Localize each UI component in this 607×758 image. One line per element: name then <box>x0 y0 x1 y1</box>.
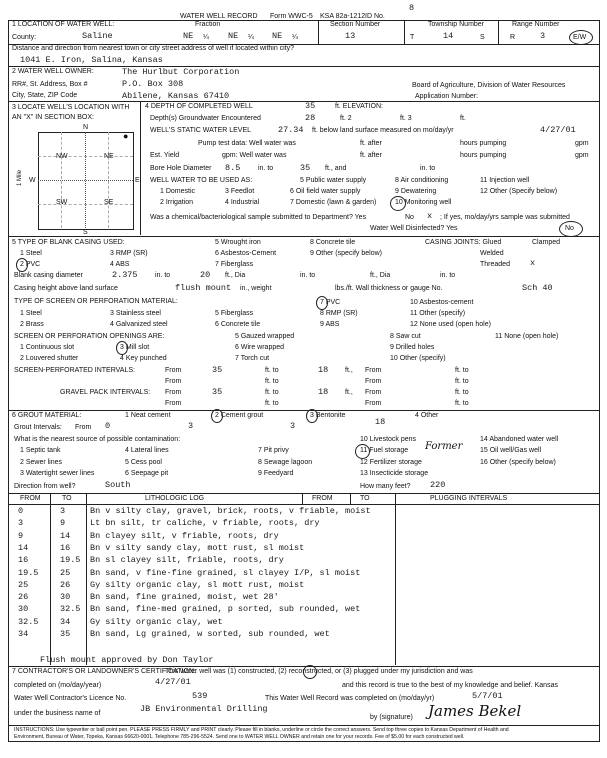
section-value: 13 <box>345 31 356 41</box>
casing-height-label: Casing height above land surface <box>14 285 118 292</box>
use-1: 1 Domestic <box>160 188 196 195</box>
log-col-line <box>350 493 351 505</box>
log-note: Flush mount approved by Don Taylor <box>40 655 214 665</box>
ew-circle <box>569 30 593 45</box>
yield-tail: gpm: Well water was <box>222 152 287 159</box>
source-4: 4 Lateral lines <box>125 447 169 454</box>
instructions-1: INSTRUCTIONS: Use typewriter or ball point pen. PLEASE PRESS FIRMLY and PRINT clearly. Please fill in blanks, underline or circle the correct answers. Send top three copies to Kansas Department of Health and <box>14 727 509 733</box>
opening-11: 11 None (open hole) <box>495 333 559 340</box>
screen-7-circle <box>316 296 328 310</box>
log-col-line <box>302 493 303 505</box>
screen-4: 4 Galvanized steel <box>110 321 168 328</box>
grout-4: 4 Other <box>415 412 439 419</box>
mile-label: 1 Mile <box>17 169 24 187</box>
dia-label: ft., Dia <box>370 272 391 279</box>
form-title: WATER WELL RECORD <box>180 13 258 20</box>
township-value: 14 <box>443 31 454 41</box>
bore-label: Bore Hole Diameter <box>150 165 212 172</box>
from-label: From <box>165 389 182 396</box>
range-value: 3 <box>540 31 546 41</box>
grout-from: 0 <box>105 421 111 431</box>
bore-to-value: 35 <box>300 163 311 173</box>
screen-7: 7 PVC <box>320 299 341 306</box>
grout-2-circle <box>211 409 223 423</box>
grout-to: 3 <box>188 421 194 431</box>
signature: James Bekel <box>428 702 522 720</box>
log-cell-f: 9 <box>18 530 24 541</box>
range-label: Range Number <box>512 21 560 28</box>
section-grid-line <box>108 132 109 228</box>
screen-5: 5 Fiberglass <box>215 310 254 317</box>
source-7: 7 Pit privy <box>258 447 289 454</box>
grout-to-2: 18 <box>375 417 386 427</box>
log-cell-t: 30 <box>60 592 71 603</box>
bore-value: 8.5 <box>225 163 241 173</box>
log-cell-d: Gy silty organic clay, sl mott rust, moist <box>90 579 305 590</box>
compass-w: W <box>29 177 36 184</box>
diameter-label: Blank casing diameter <box>14 272 83 279</box>
source-10: 10 Livestock pens <box>360 436 417 443</box>
spi-label: SCREEN-PERFORATED INTERVALS: <box>14 367 135 374</box>
grout-3: 3 Bentonite <box>310 412 346 419</box>
casing-2: 2 PVC <box>20 261 41 268</box>
clamped-label: Clamped <box>532 239 561 246</box>
in-to-label: in. to <box>420 165 436 172</box>
opening-5: 5 Gauzed wrapped <box>235 333 295 340</box>
gpm-label: gpm <box>575 152 589 159</box>
source-3: 3 Watertight sewer lines <box>20 470 95 477</box>
spi-from: 35 <box>212 365 223 375</box>
ft-label: ft. <box>460 115 466 122</box>
log-cell-d: Gy silty organic clay, wet <box>90 616 223 627</box>
opening-10: 10 Other (specify) <box>390 355 446 362</box>
elevation-label: ft. ELEVATION: <box>335 103 383 110</box>
chem-no: No <box>405 214 414 221</box>
screen-3: 3 Stainless steel <box>110 310 161 317</box>
distance-label: Distance and direction from nearest town or city street address of well if located within city? <box>12 45 295 52</box>
log-cell-t: 35 <box>60 629 71 639</box>
screen-2: 2 Brass <box>20 321 44 328</box>
log-cell-f: 32.5 <box>18 616 39 627</box>
chem-tail: ; If yes, mo/day/yrs sample was submitted <box>440 214 570 221</box>
divider <box>8 410 599 411</box>
log-cell-t: 19.5 <box>60 555 81 566</box>
divider <box>318 20 319 44</box>
log-cell-d: Bn sand, v fine-fine grained, sl clayey I/P, sl moist <box>90 567 361 578</box>
from-label: From <box>365 367 382 374</box>
ft-to-label: ft. to <box>455 389 469 396</box>
log-cell-t: 26 <box>60 579 71 590</box>
grout-1: 1 Neat cement <box>125 412 171 419</box>
screen-9: 9 ABS <box>320 321 340 328</box>
disinfected-no: No <box>565 225 574 232</box>
in-to-label: in. to <box>155 272 171 279</box>
dia-label: ft., Dia <box>225 272 246 279</box>
ft-and-label: ft., and <box>325 165 347 172</box>
license-value: 539 <box>192 691 208 701</box>
weight-label: in., weight <box>240 285 272 292</box>
how-many-value: 220 <box>430 480 446 490</box>
gpm-label: gpm <box>575 140 589 147</box>
owner-box: P.O. Box 308 <box>122 79 184 89</box>
t-label: T <box>410 34 415 41</box>
gravel-from: 35 <box>212 387 223 397</box>
board-label: Board of Agriculture, Division of Water Resources <box>412 82 566 89</box>
divider <box>404 20 405 44</box>
compass-s: S <box>83 229 88 236</box>
application-label: Application Number: <box>415 93 479 100</box>
casing-6: 6 Asbestos-Cement <box>215 250 277 257</box>
use-12: 12 Other (Specify below) <box>480 188 558 195</box>
use-9: 9 Dewatering <box>395 188 437 195</box>
hours-label: hours pumping <box>460 140 507 147</box>
groundwater-label: Depth(s) Groundwater Encountered <box>150 115 261 122</box>
use-11: 11 Injection well <box>480 177 530 184</box>
use-label: WELL WATER TO BE USED AS: <box>150 177 253 184</box>
welded-label: Welded <box>480 250 504 257</box>
from-label: From <box>165 378 182 385</box>
divider <box>140 101 141 235</box>
casing-4: 4 ABS <box>110 261 130 268</box>
spi-to: 18 <box>318 365 329 375</box>
form-number: Form WWC-5 <box>270 13 313 20</box>
screen-10: 10 Asbestos-cement <box>410 299 474 306</box>
section-number-label: Section Number <box>330 21 381 28</box>
chem-x: x <box>427 211 433 221</box>
log-cell-f: 19.5 <box>18 567 39 578</box>
log-cell-t: 32.5 <box>60 604 81 615</box>
s-label: S <box>480 34 485 41</box>
log-cell-t: 14 <box>60 530 71 541</box>
log-header-litho: LITHOLOGIC LOG <box>145 495 205 502</box>
use-7: 7 Domestic (lawn & garden) <box>290 199 377 206</box>
diameter-value: 2.375 <box>112 270 138 280</box>
source-9: 9 Feedyard <box>258 470 294 477</box>
by-label: by (signature) <box>370 714 413 721</box>
grout-2: 2 Cement grout <box>215 412 264 419</box>
log-header-from: FROM <box>20 495 41 502</box>
section-box <box>38 132 134 230</box>
log-cell-f: 25 <box>18 579 29 590</box>
source-5: 5 Cess pool <box>125 459 162 466</box>
city-label: City, State, ZIP Code <box>12 92 78 99</box>
opening-6: 6 Wire wrapped <box>235 344 285 351</box>
divider <box>8 504 599 505</box>
hours-label: hours pumping <box>460 152 507 159</box>
sec5-label: 5 TYPE OF BLANK CASING USED: <box>12 239 125 246</box>
log-cell-f: 3 <box>18 518 24 529</box>
casing-5: 5 Wrought iron <box>215 239 261 246</box>
sec3-label: 3 LOCATE WELL'S LOCATION WITH AN "X" IN SECTION BOX: <box>12 104 130 121</box>
source-12: 12 Fertilizer storage <box>360 459 422 466</box>
rr-label: RR#, St. Address, Box # <box>12 81 88 88</box>
owner-city: Abilene, Kansas 67410 <box>122 91 230 101</box>
disinfected-label: Water Well Disinfected? Yes <box>370 225 458 232</box>
log-header-from2: FROM <box>312 495 333 502</box>
source-6: 6 Seepage pit <box>125 470 169 477</box>
opening-7: 7 Torch cut <box>235 355 270 362</box>
use-5: 5 Public water supply <box>300 177 367 184</box>
dis-no-circle <box>559 221 583 237</box>
source-11-circle <box>355 444 370 459</box>
log-header-to2: TO <box>360 495 370 502</box>
opening-4: 4 Key punched <box>120 355 167 362</box>
log-cell-d: Bn sand, fine-med grained, p sorted, sub rounded, wet <box>90 604 361 615</box>
quarter-sym: ¼ <box>203 34 209 41</box>
source-1: 1 Septic tank <box>20 447 61 454</box>
source-15: 15 Oil well/Gas well <box>480 447 542 454</box>
record-date: 5/7/01 <box>472 691 503 701</box>
static-tail: ft. below land surface measured on mo/day/yr <box>312 127 454 134</box>
from-label: From <box>165 400 182 407</box>
source-14: 14 Abandoned water well <box>480 436 559 443</box>
lbs-label: lbs./ft. Wall thickness or gauge No. <box>335 285 443 292</box>
screen-12: 12 None used (open hole) <box>410 321 491 328</box>
static-level-label: WELL'S STATIC WATER LEVEL <box>150 127 252 134</box>
divider <box>8 725 599 726</box>
log-col-line <box>395 493 396 665</box>
ft-to-label: ft. to <box>265 378 279 385</box>
well-location-mark: ● <box>123 131 129 141</box>
after-label: ft. after <box>360 152 382 159</box>
how-many-label: How many feet? <box>360 483 411 490</box>
gravel-label: GRAVEL PACK INTERVALS: <box>60 389 151 396</box>
casing-3: 3 RMP (SR) <box>110 250 148 257</box>
statute: KSA 82a-1212 <box>320 13 366 20</box>
divider <box>8 493 599 494</box>
screen-1: 1 Steel <box>20 310 42 317</box>
diameter-to: 20 <box>200 270 211 280</box>
sec7-label: 7 CONTRACTOR'S OR LANDOWNER'S CERTIFICATION: <box>12 668 196 675</box>
ft-label: ft., <box>345 367 353 374</box>
source-11: 11 Fuel storage <box>360 447 409 454</box>
screen-6: 6 Concrete tile <box>215 321 261 328</box>
log-cell-t: 16 <box>60 542 71 553</box>
gw3-label: ft. 3 <box>400 115 412 122</box>
completed-value: 4/27/01 <box>155 677 191 687</box>
compass-e: E <box>135 177 140 184</box>
use-10-circle <box>390 196 406 211</box>
use-8: 8 Air conditioning <box>395 177 449 184</box>
record-label: This Water Well Record was completed on (mo/day/yr) <box>265 695 435 702</box>
quarter-sym: ¼ <box>248 34 254 41</box>
log-cell-t: 9 <box>60 518 66 529</box>
instructions-2: Environment, Bureau of Water, Topeka, Kansas 66620-0001. Telephone 785-296-5524. Send one to WATER WELL OWNER and retain one for your records. Fee of $5.00 for each constructed well. <box>14 734 465 740</box>
in-to-label: in. to <box>258 165 274 172</box>
log-cell-d: Bn sand, fine grained, moist, wet 28' <box>90 592 279 603</box>
divider <box>8 236 599 237</box>
section-grid-line <box>38 156 133 157</box>
static-date: 4/27/01 <box>540 125 576 135</box>
quad-nw: NW <box>56 153 68 160</box>
grout-3-circle <box>306 409 318 423</box>
section-grid-line <box>61 132 62 228</box>
quarter-3: NE <box>272 31 283 41</box>
opening-1: 1 Continuous slot <box>20 344 75 351</box>
threaded-label: Threaded <box>480 261 510 268</box>
depth-value: 35 <box>305 101 316 111</box>
fraction-label: Fraction <box>195 21 221 28</box>
gravel-to: 18 <box>318 387 329 397</box>
gw2-label: ft. 2 <box>340 115 352 122</box>
quarter-sym: ¼ <box>292 34 298 41</box>
ew-label: E/W <box>573 34 587 41</box>
opening-3-circle <box>116 341 128 355</box>
ft-to-label: ft. to <box>455 400 469 407</box>
quarter-1: NE <box>183 31 194 41</box>
completed-label: completed on (mo/day/year) <box>14 682 102 689</box>
from-label: From <box>365 400 382 407</box>
ft-to-label: ft. to <box>455 367 469 374</box>
business-value: JB Environmental Drilling <box>140 704 268 714</box>
gauge-value: Sch 40 <box>522 283 553 293</box>
sec6-label: 6 GROUT MATERIAL: <box>12 412 82 419</box>
ft-to-label: ft. to <box>265 367 279 374</box>
opening-2: 2 Louvered shutter <box>20 355 79 362</box>
openings-label: SCREEN OR PERFORATION OPENINGS ARE: <box>14 333 165 340</box>
log-cell-t: 34 <box>60 616 71 627</box>
section-grid-line <box>85 132 86 228</box>
quad-ne: NE <box>104 153 114 160</box>
screen-type-label: TYPE OF SCREEN OR PERFORATION MATERIAL: <box>14 298 178 305</box>
compass-n: N <box>83 124 89 131</box>
joints-label: CASING JOINTS: Glued <box>425 239 502 246</box>
log-cell-f: 0 <box>18 506 24 516</box>
use-2: 2 Irrigation <box>160 199 194 206</box>
pump-test-label: Pump test data: Well water was <box>198 140 296 147</box>
casing-1: 1 Steel <box>20 250 42 257</box>
license-label: Water Well Contractor's Licence No. <box>14 695 127 702</box>
county-value: Saline <box>82 31 113 41</box>
threaded-x: x <box>530 258 536 268</box>
cert-circle <box>303 665 317 679</box>
opening-3: 3 Mill slot <box>120 344 150 351</box>
source-13: 13 Insecticide storage <box>360 470 429 477</box>
ft-label: ft., <box>345 389 353 396</box>
from-label: From <box>365 389 382 396</box>
screen-8: 8 RMP (SR) <box>320 310 358 317</box>
grout-from-2: 3 <box>290 421 296 431</box>
township-label: Township Number <box>428 21 485 28</box>
from-label: From <box>165 367 182 374</box>
log-cell-t: 25 <box>60 567 71 578</box>
after-label: ft. after <box>360 140 382 147</box>
static-level-value: 27.34 <box>278 125 304 135</box>
log-cell-d: Bn clayey silt, v friable, roots, dry <box>90 530 279 541</box>
section-grid-line <box>38 204 133 205</box>
quad-se: SE <box>104 199 114 206</box>
source-16: 16 Other (specify below) <box>480 459 556 466</box>
direction-label: Direction from well? <box>14 483 76 490</box>
r-label: R <box>510 34 516 41</box>
ft-to-label: ft. to <box>265 389 279 396</box>
yield-label: Est. Yield <box>150 152 180 159</box>
log-cell-d: Bn sl clayey silt, friable, roots, dry <box>90 555 284 566</box>
use-6: 6 Oil field water supply <box>290 188 361 195</box>
id-label: ID No. <box>365 13 385 20</box>
divider <box>8 66 599 67</box>
use-3: 3 Feedlot <box>225 188 255 195</box>
log-cell-f: 16 <box>18 555 29 566</box>
log-col-line <box>86 493 87 665</box>
business-label: under the business name of <box>14 710 101 717</box>
from-label: From <box>365 378 382 385</box>
ft-to-label: ft. to <box>265 400 279 407</box>
log-cell-f: 26 <box>18 592 29 603</box>
log-cell-f: 30 <box>18 604 29 615</box>
log-cell-d: Bn v silty sandy clay, mott rust, sl moist <box>90 542 305 553</box>
chem-label: Was a chemical/bacteriological sample submitted to Department? Yes <box>150 214 367 221</box>
former-note: Former <box>425 441 463 452</box>
casing-8: 8 Concrete tile <box>310 239 356 246</box>
divider <box>498 20 499 44</box>
owner-name: The Hurlbut Corporation <box>122 67 240 77</box>
casing-height-value: flush mount <box>175 283 232 293</box>
direction-value: South <box>105 480 131 490</box>
sec4-label: 4 DEPTH OF COMPLETED WELL <box>145 103 253 110</box>
cert-text: This water well was (1) constructed, (2) reconstructed, or (3) plugged under my jurisdiction and was <box>165 668 473 675</box>
quad-sw: SW <box>56 199 68 206</box>
source-2: 2 Sewer lines <box>20 459 63 466</box>
opening-8: 8 Saw cut <box>390 333 421 340</box>
quarter-2: NE <box>228 31 239 41</box>
casing-2-circle <box>16 258 28 272</box>
in-to-label: in. to <box>440 272 456 279</box>
in-to-label: in. to <box>300 272 316 279</box>
contamination-label: What is the nearest source of possible contamination: <box>14 436 181 443</box>
sec2-label: 2 WATER WELL OWNER: <box>12 68 94 75</box>
address-value: 1041 E. Iron, Salina, Kansas <box>20 55 163 65</box>
county-label: County: <box>12 34 37 41</box>
from-label: From <box>75 424 92 431</box>
screen-11: 11 Other (specify) <box>410 310 466 317</box>
log-cell-f: 14 <box>18 542 29 553</box>
page-number: 8 <box>409 3 415 13</box>
use-4: 4 Industrial <box>225 199 260 206</box>
use-10: 10 Monitoring well <box>395 199 452 206</box>
log-header-to: TO <box>62 495 72 502</box>
casing-9: 9 Other (specify below) <box>310 250 382 257</box>
log-cell-d: Lt bn silt, tr caliche, v friable, roots, dry <box>90 518 320 529</box>
sec1-label: 1 LOCATION OF WATER WELL: <box>12 21 115 28</box>
log-col-line <box>50 493 51 665</box>
log-cell-t: 3 <box>60 506 66 516</box>
grout-intervals-label: Grout Intervals: <box>14 424 62 431</box>
groundwater-1: 28 <box>305 113 316 123</box>
divider <box>8 101 599 102</box>
log-header-plug: PLUGGING INTERVALS <box>430 495 508 502</box>
log-cell-f: 34 <box>18 629 29 639</box>
source-8: 8 Sewage lagoon <box>258 459 313 466</box>
true-text: and this record is true to the best of my knowledge and belief. Kansas <box>342 682 558 689</box>
casing-7: 7 Fiberglass <box>215 261 254 268</box>
log-cell-d: Bn sand, Lg grained, w sorted, sub rounded, wet <box>90 629 330 639</box>
log-cell-d: Bn v silty clay, gravel, brick, roots, v friable, moist <box>90 506 371 516</box>
opening-9: 9 Drilled holes <box>390 344 435 351</box>
ft-to-label: ft. to <box>455 378 469 385</box>
